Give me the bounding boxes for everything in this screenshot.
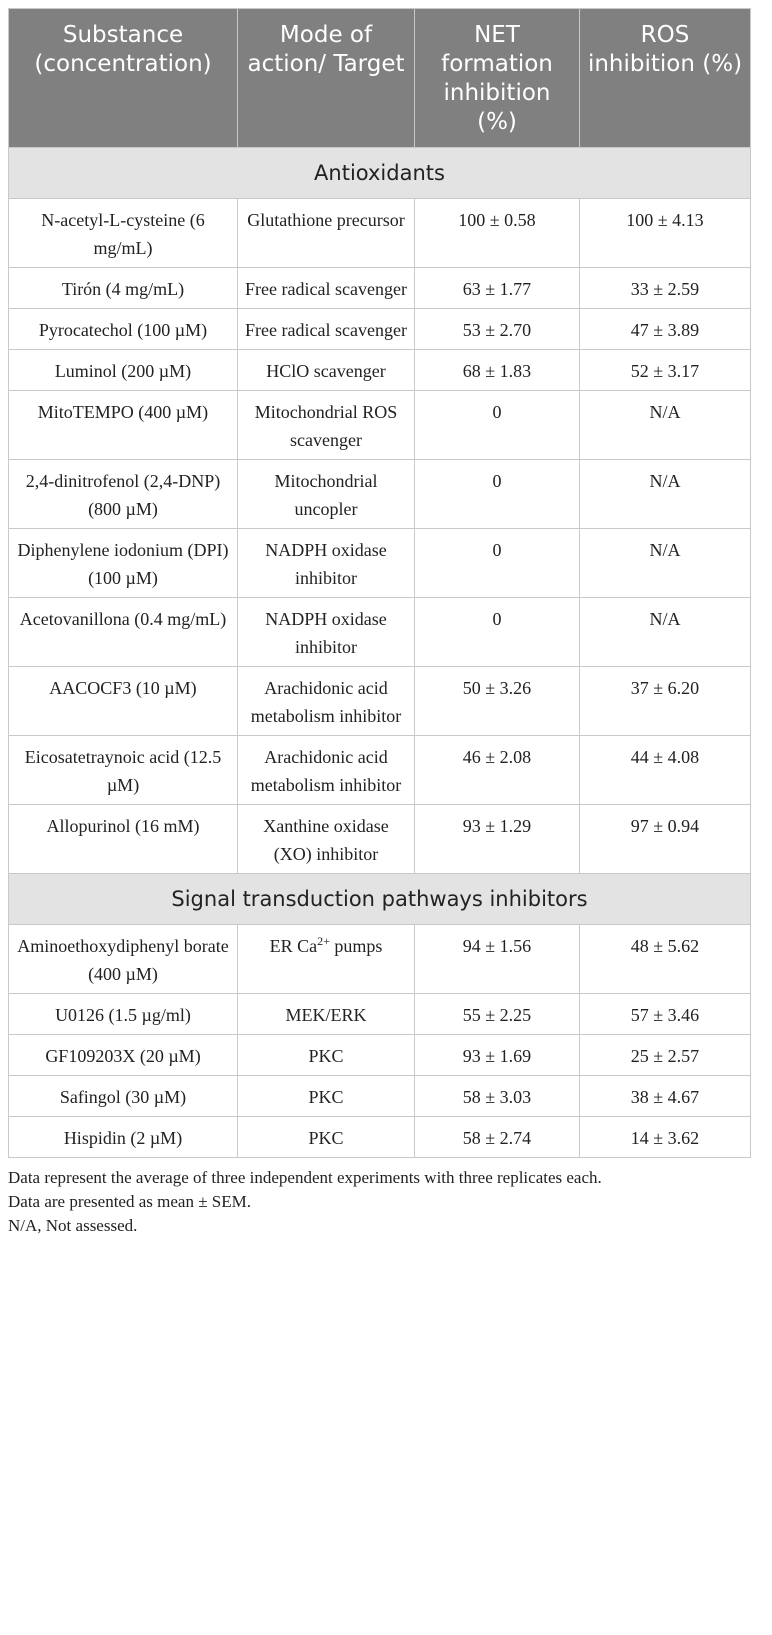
header-row [9, 9, 751, 148]
cell-ros-inhibition: N/A [580, 598, 751, 667]
er-label-suffix: pumps [329, 936, 383, 956]
cell-net-inhibition: 0 [415, 391, 580, 460]
section-header-row [9, 874, 751, 925]
cell-net-inhibition: 50 ± 3.26 [415, 667, 580, 736]
superscript: 2+ [317, 934, 330, 948]
er-label: ER Ca [269, 936, 318, 956]
cell-substance: MitoTEMPO (400 µM) [9, 391, 238, 460]
table-row [9, 350, 751, 391]
table-row [9, 925, 751, 994]
cell-substance: Hispidin (2 µM) [9, 1117, 238, 1158]
cell-net-inhibition: 100 ± 0.58 [415, 199, 580, 268]
header-net-inhibition: NET formation inhibition (%) [415, 9, 580, 148]
cell-substance: N-acetyl-L-cysteine (6 mg/mL) [9, 199, 238, 268]
table-row [9, 309, 751, 350]
table-row [9, 1117, 751, 1158]
footnote-2: Data are presented as mean ± SEM. [8, 1192, 251, 1211]
table-row [9, 460, 751, 529]
cell-net-inhibition: 94 ± 1.56 [415, 925, 580, 994]
table-row [9, 667, 751, 736]
header-mode-of-action: Mode of action/ Target [238, 9, 415, 148]
cell-net-inhibition: 58 ± 3.03 [415, 1076, 580, 1117]
cell-net-inhibition: 58 ± 2.74 [415, 1117, 580, 1158]
cell-net-inhibition: 46 ± 2.08 [415, 736, 580, 805]
table-row [9, 199, 751, 268]
table-row [9, 391, 751, 460]
cell-substance: Safingol (30 µM) [9, 1076, 238, 1117]
cell-mode-of-action [238, 925, 415, 994]
cell-mode-of-action: NADPH oxidase inhibitor [238, 598, 415, 667]
cell-substance: GF109203X (20 µM) [9, 1035, 238, 1076]
cell-mode-of-action: Mitochondrial uncopler [238, 460, 415, 529]
section-title: Antioxidants [9, 148, 751, 199]
cell-mode-of-action: PKC [238, 1076, 415, 1117]
cell-ros-inhibition: 44 ± 4.08 [580, 736, 751, 805]
cell-substance: AACOCF3 (10 µM) [9, 667, 238, 736]
cell-mode-of-action: HClO scavenger [238, 350, 415, 391]
cell-mode-of-action: Free radical scavenger [238, 268, 415, 309]
cell-ros-inhibition: 37 ± 6.20 [580, 667, 751, 736]
cell-ros-inhibition: 14 ± 3.62 [580, 1117, 751, 1158]
cell-substance: Tirón (4 mg/mL) [9, 268, 238, 309]
table-container [8, 8, 750, 1238]
cell-net-inhibition: 68 ± 1.83 [415, 350, 580, 391]
cell-net-inhibition: 0 [415, 460, 580, 529]
cell-mode-of-action: Arachidonic acid metabolism inhibitor [238, 667, 415, 736]
table-row [9, 268, 751, 309]
cell-mode-of-action: PKC [238, 1035, 415, 1076]
footnote-3: N/A, Not assessed. [8, 1216, 138, 1235]
footnote-1: Data represent the average of three independent experiments with three replicates each. [8, 1168, 602, 1187]
cell-net-inhibition: 93 ± 1.69 [415, 1035, 580, 1076]
cell-mode-of-action: Xanthine oxidase (XO) inhibitor [238, 805, 415, 874]
section-header-row [9, 148, 751, 199]
cell-mode-of-action: Mitochondrial ROS scavenger [238, 391, 415, 460]
cell-mode-of-action: Glutathione precursor [238, 199, 415, 268]
cell-ros-inhibition: N/A [580, 529, 751, 598]
cell-mode-of-action: Arachidonic acid metabolism inhibitor [238, 736, 415, 805]
cell-mode-of-action: PKC [238, 1117, 415, 1158]
cell-substance: Luminol (200 µM) [9, 350, 238, 391]
cell-ros-inhibition: 52 ± 3.17 [580, 350, 751, 391]
cell-net-inhibition: 63 ± 1.77 [415, 268, 580, 309]
cell-ros-inhibition: 100 ± 4.13 [580, 199, 751, 268]
cell-ros-inhibition: N/A [580, 391, 751, 460]
cell-substance: Diphenylene iodonium (DPI) (100 µM) [9, 529, 238, 598]
cell-ros-inhibition: 25 ± 2.57 [580, 1035, 751, 1076]
table-row [9, 994, 751, 1035]
cell-net-inhibition: 0 [415, 598, 580, 667]
cell-mode-of-action: MEK/ERK [238, 994, 415, 1035]
cell-substance: Acetovanillona (0.4 mg/mL) [9, 598, 238, 667]
cell-net-inhibition: 55 ± 2.25 [415, 994, 580, 1035]
table-row [9, 736, 751, 805]
table-row [9, 805, 751, 874]
cell-mode-of-action: NADPH oxidase inhibitor [238, 529, 415, 598]
cell-ros-inhibition: 33 ± 2.59 [580, 268, 751, 309]
header-substance: Substance (concentration) [9, 9, 238, 148]
table-row [9, 598, 751, 667]
cell-ros-inhibition: 97 ± 0.94 [580, 805, 751, 874]
footnotes [8, 1166, 750, 1238]
cell-substance: U0126 (1.5 µg/ml) [9, 994, 238, 1035]
table-body [9, 148, 751, 1158]
cell-substance: 2,4-dinitrofenol (2,4-DNP) (800 µM) [9, 460, 238, 529]
table-row [9, 1035, 751, 1076]
cell-ros-inhibition: 48 ± 5.62 [580, 925, 751, 994]
results-table [8, 8, 751, 1158]
cell-mode-of-action: Free radical scavenger [238, 309, 415, 350]
cell-ros-inhibition: 38 ± 4.67 [580, 1076, 751, 1117]
header-ros-inhibition: ROS inhibition (%) [580, 9, 751, 148]
cell-net-inhibition: 0 [415, 529, 580, 598]
cell-ros-inhibition: N/A [580, 460, 751, 529]
table-row [9, 529, 751, 598]
cell-ros-inhibition: 47 ± 3.89 [580, 309, 751, 350]
cell-net-inhibition: 53 ± 2.70 [415, 309, 580, 350]
table-row [9, 1076, 751, 1117]
cell-ros-inhibition: 57 ± 3.46 [580, 994, 751, 1035]
cell-substance: Pyrocatechol (100 µM) [9, 309, 238, 350]
cell-substance: Aminoethoxydiphenyl borate (400 µM) [9, 925, 238, 994]
section-title: Signal transduction pathways inhibitors [9, 874, 751, 925]
cell-substance: Allopurinol (16 mM) [9, 805, 238, 874]
cell-net-inhibition: 93 ± 1.29 [415, 805, 580, 874]
cell-substance: Eicosatetraynoic acid (12.5 µM) [9, 736, 238, 805]
